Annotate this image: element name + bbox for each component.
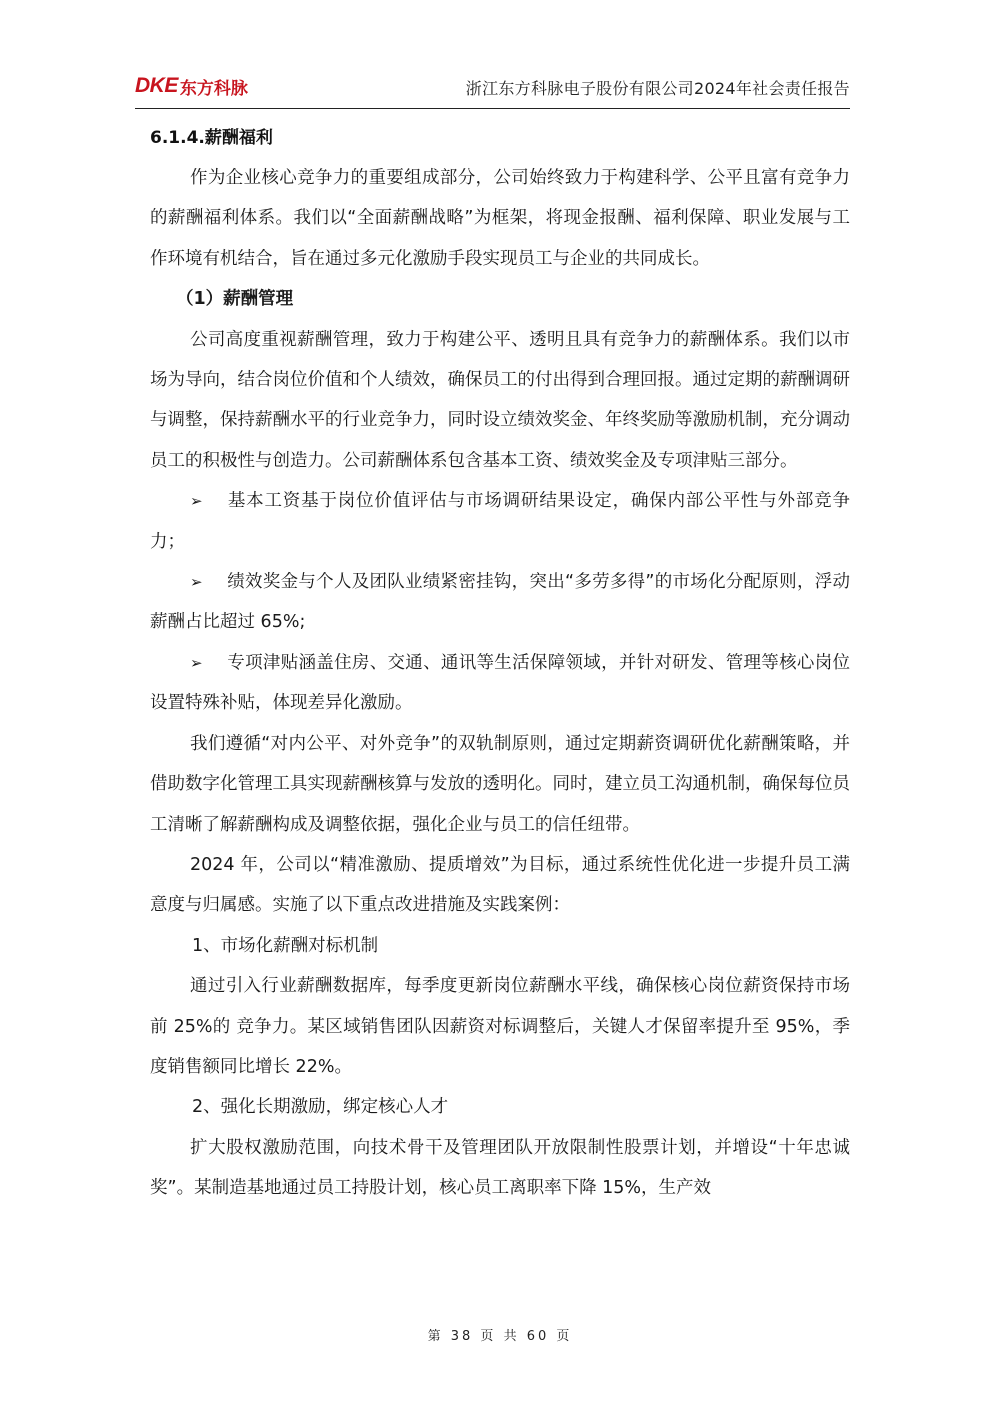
numbered-item-1: 1、市场化薪酬对标机制 [192, 935, 379, 956]
arrow-bullet-icon: ➢ [190, 492, 203, 511]
bullet-text: 绩效奖金与个人及团队业绩紧密挂钩，突出“多劳多得”的市场化分配原则，浮动薪酬占比超过 65%; [150, 572, 850, 633]
arrow-bullet-icon: ➢ [190, 573, 203, 592]
section-title: 6.1.4.薪酬福利 [150, 128, 273, 148]
bullet-text: 专项津贴涵盖住房、交通、通讯等生活保障领域，并针对研发、管理等核心岗位设置特殊补贴，体现差异化激励。 [150, 652, 850, 714]
page-header [135, 70, 850, 109]
year-2024-paragraph: 2024 年，公司以“精准激励、提质增效”为目标，通过系统性优化进一步提升员工满意度与归属感。实施了以下重点改进措施及实践案例： [150, 854, 850, 916]
company-logo [135, 74, 248, 98]
page-number: 第 38 页 共 60 页 [427, 1329, 573, 1344]
report-title: 浙江东方科脉电子股份有限公司2024年社会责任报告 [465, 79, 850, 98]
subheading-salary-management: （1）薪酬管理 [176, 289, 294, 310]
long-term-incentive-paragraph: 扩大股权激励范围，向技术骨干及管理团队开放限制性股票计划，并增设“十年忠诚奖”。某制造基地通过员工持股计划，核心员工离职率下降 15%，生产效 [150, 1137, 850, 1199]
numbered-item-2: 2、强化长期激励，绑定核心人才 [192, 1097, 449, 1118]
bullet-text: 基本工资基于岗位价值评估与市场调研结果设定，确保内部公平性与外部竞争力； [150, 491, 850, 552]
arrow-bullet-icon: ➢ [190, 653, 203, 672]
logo-mark: DKE [135, 74, 178, 97]
salary-management-paragraph: 公司高度重视薪酬管理，致力于构建公平、透明且具有竞争力的薪酬体系。我们以市场为导向，结合岗位价值和个人绩效，确保员工的付出得到合理回报。通过定期的薪酬调研与调整，保持薪酬水平的行业竞争力，同时设立绩效奖金、年终奖励等激励机制，充分调动员工的积极性与创造力。公司薪酬体系包含基本工资、绩效奖金及专项津贴三部分。 [150, 329, 850, 471]
benchmark-paragraph: 通过引入行业薪酬数据库，每季度更新岗位薪酬水平线，确保核心岗位薪资保持市场前 25%的 竞争力。某区域销售团队因薪资对标调整后，关键人才保留率提升至 95%，季度销售额同比增长 22%。 [150, 976, 850, 1077]
bullet-item [150, 643, 850, 724]
logo-name: 东方科脉 [179, 78, 248, 99]
bullet-item [150, 481, 850, 562]
dual-track-paragraph: 我们遵循“对内公平、对外竞争”的双轨制原则，通过定期薪资调研优化薪酬策略，并借助数字化管理工具实现薪酬核算与发放的透明化。同时，建立员工沟通机制，确保每位员工清晰了解薪酬构成及调整依据，强化企业与员工的信任纽带。 [150, 733, 850, 835]
page-content [150, 118, 850, 1209]
bullet-item [150, 562, 850, 643]
intro-paragraph: 作为企业核心竞争力的重要组成部分，公司始终致力于构建科学、公平且富有竞争力的薪酬福利体系。我们以“全面薪酬战略”为框架，将现金报酬、福利保障、职业发展与工作环境有机结合，旨在通过多元化激励手段实现员工与企业的共同成长。 [150, 168, 850, 269]
